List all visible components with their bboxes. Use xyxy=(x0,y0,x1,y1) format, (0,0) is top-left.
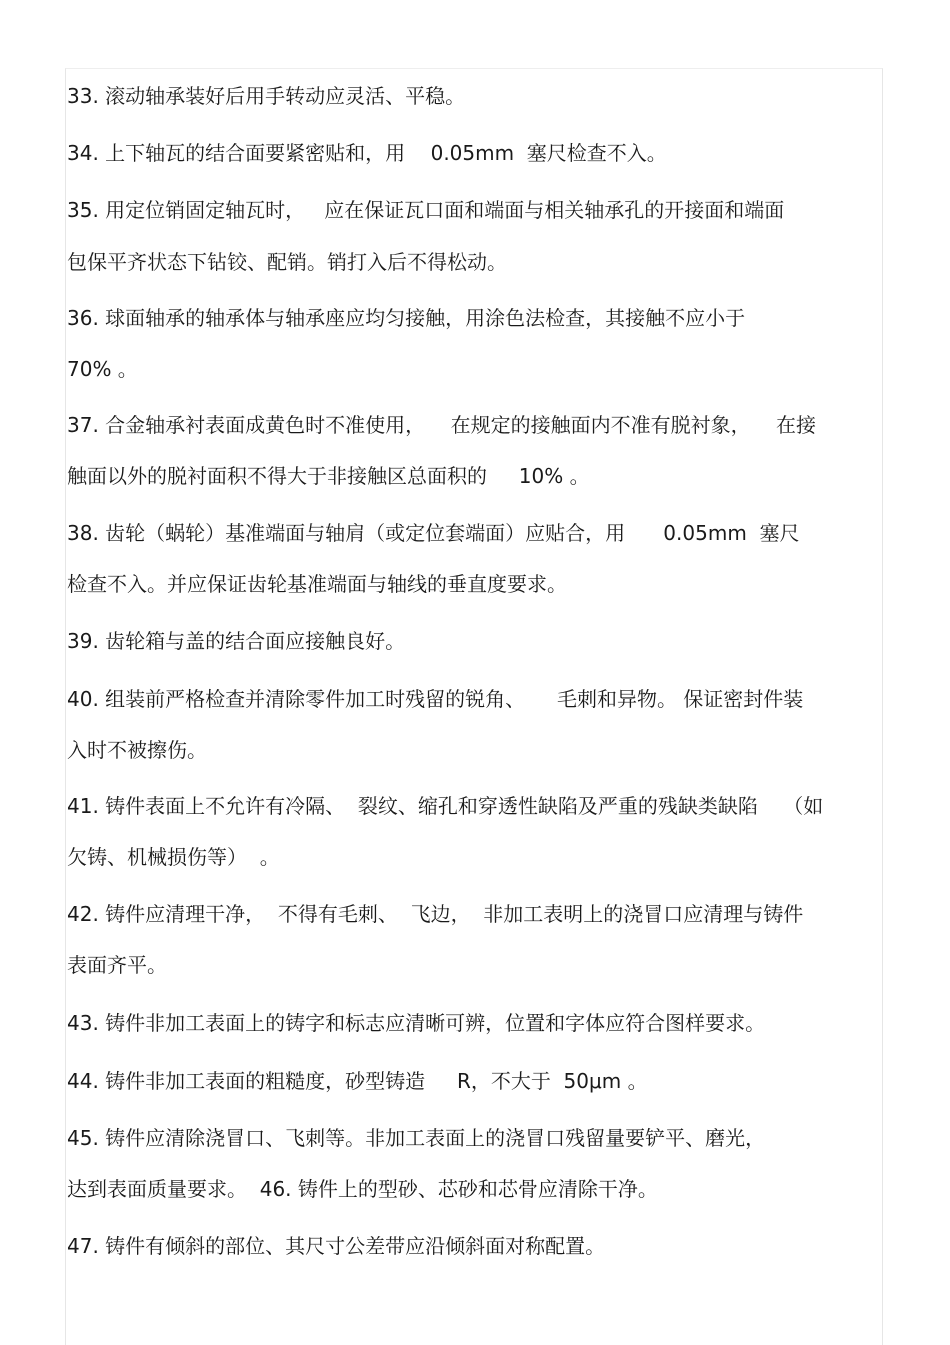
clause-38-line-2: 检查不入。并应保证齿轮基准端面与轴线的垂直度要求。 xyxy=(67,572,567,596)
clause-47: 47. 铸件有倾斜的部位、其尺寸公差带应沿倾斜面对称配置。 xyxy=(67,1234,606,1258)
clause-36-line-2: 70% 。 xyxy=(67,357,138,381)
clause-45-46-line: 达到表面质量要求。 46. 铸件上的型砂、芯砂和芯骨应清除干净。 xyxy=(67,1177,658,1201)
clause-41-line-2: 欠铸、机械损伤等） 。 xyxy=(67,845,280,869)
clause-37-line-1: 37. 合金轴承衬表面成黄色时不准使用， 在规定的接触面内不准有脱衬象， 在接 xyxy=(67,413,817,437)
clause-42-line-1: 42. 铸件应清理干净， 不得有毛刺、 飞边， 非加工表明上的浇冒口应清理与铸件 xyxy=(67,902,804,926)
clause-36-line-1: 36. 球面轴承的轴承体与轴承座应均匀接触，用涂色法检查，其接触不应小于 xyxy=(67,306,746,330)
clause-41-line-1: 41. 铸件表面上不允许有冷隔、 裂纹、缩孔和穿透性缺陷及严重的残缺类缺陷 （如 xyxy=(67,794,824,818)
clause-38-line-1: 38. 齿轮（蜗轮）基准端面与轴肩（或定位套端面）应贴合，用 0.05mm 塞尺 xyxy=(67,521,800,545)
clause-40-line-1: 40. 组装前严格检查并清除零件加工时残留的锐角、 毛刺和异物。 保证密封件装 xyxy=(67,687,804,711)
clause-35-line-1: 35. 用定位销固定轴瓦时， 应在保证瓦口面和端面与相关轴承孔的开接面和端面 xyxy=(67,198,785,222)
clause-35-line-2: 包保平齐状态下钻铰、配销。销打入后不得松动。 xyxy=(67,250,507,274)
clause-37-line-2: 触面以外的脱衬面积不得大于非接触区总面积的 10% 。 xyxy=(67,464,590,488)
clause-42-line-2: 表面齐平。 xyxy=(67,953,167,977)
clause-33: 33. 滚动轴承装好后用手转动应灵活、平稳。 xyxy=(67,84,466,108)
clause-44: 44. 铸件非加工表面的粗糙度，砂型铸造 R，不大于 50μm 。 xyxy=(67,1069,648,1093)
clause-34: 34. 上下轴瓦的结合面要紧密贴和，用 0.05mm 塞尺检查不入。 xyxy=(67,141,667,165)
clause-43: 43. 铸件非加工表面上的铸字和标志应清晰可辨，位置和字体应符合图样要求。 xyxy=(67,1011,766,1035)
clause-39: 39. 齿轮箱与盖的结合面应接触良好。 xyxy=(67,629,406,653)
clause-45-line-1: 45. 铸件应清除浇冒口、飞刺等。非加工表面上的浇冒口残留量要铲平、磨光， xyxy=(67,1126,766,1150)
clause-40-line-2: 入时不被擦伤。 xyxy=(67,738,207,762)
